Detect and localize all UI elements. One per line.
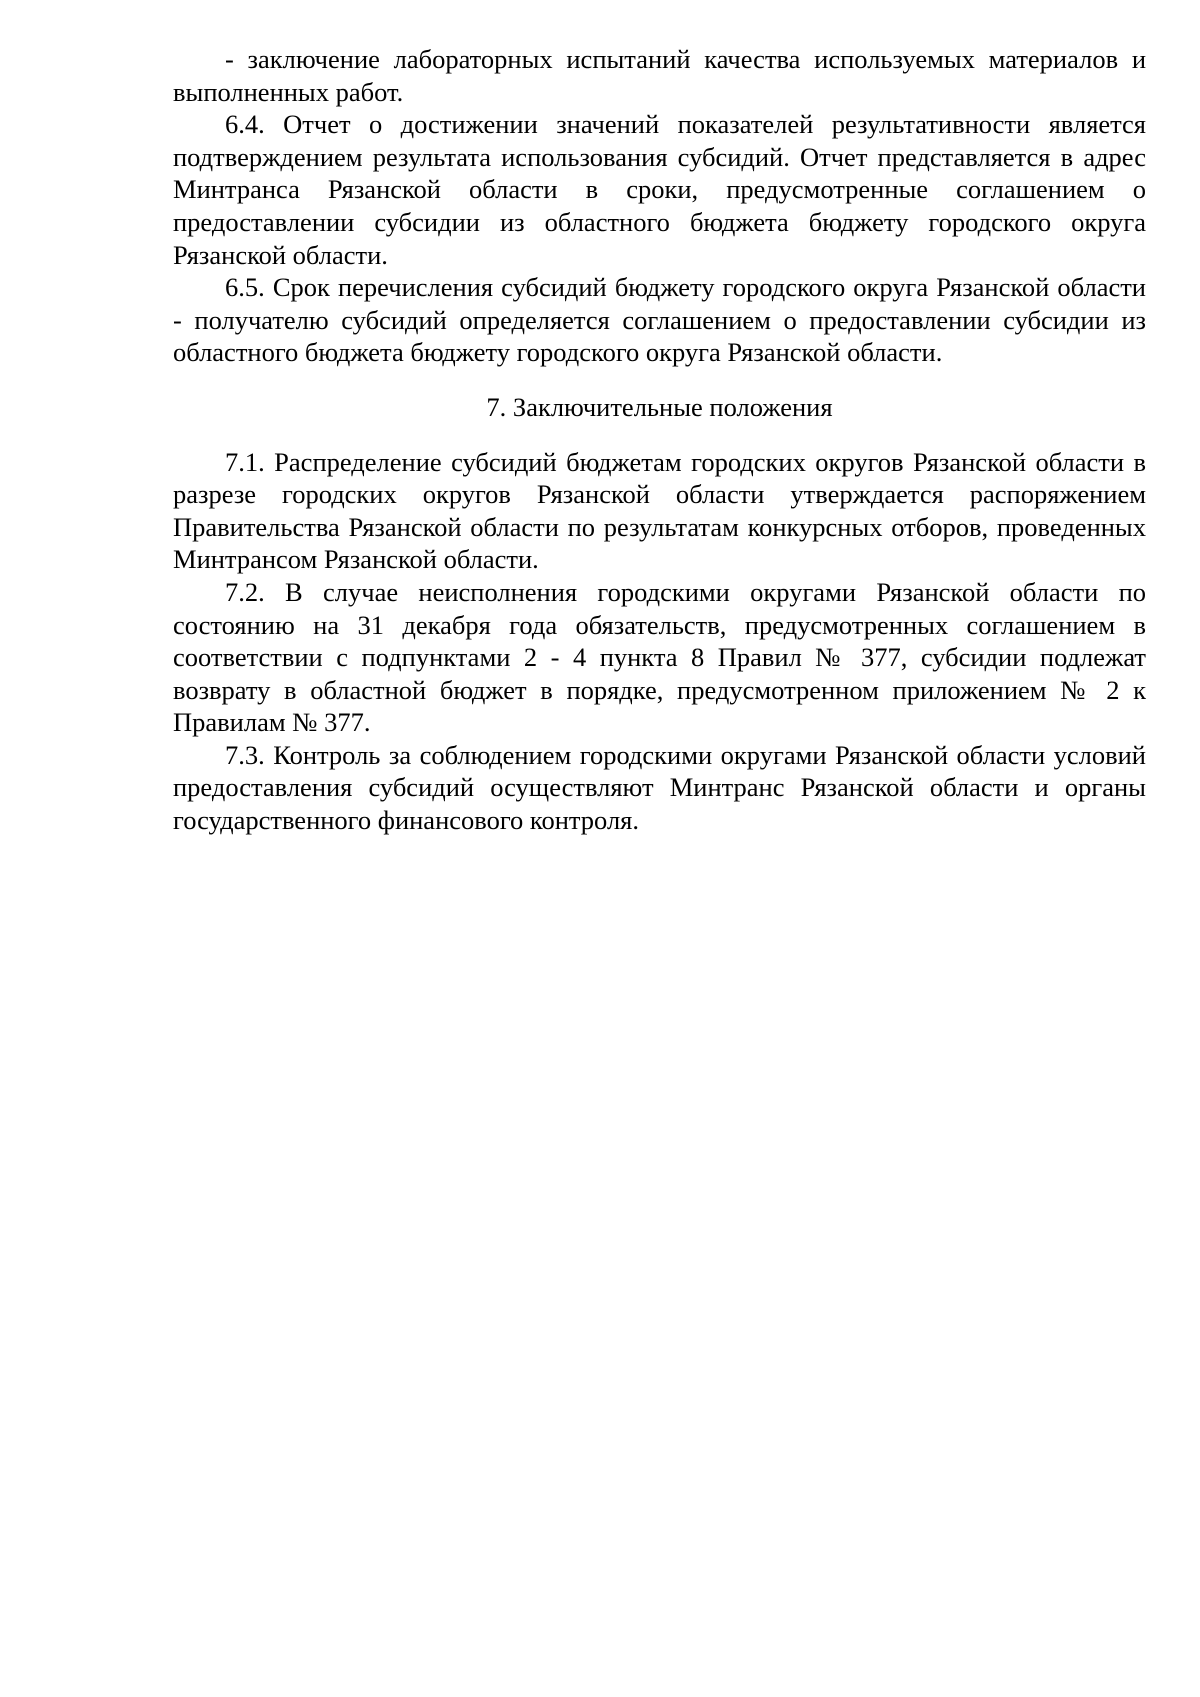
document-body xyxy=(173,43,1146,837)
paragraph-6-3-item: - заключение лабораторных испытаний качества используемых материалов и выполненных работ. xyxy=(173,44,1146,107)
paragraph-7-3: 7.3. Контроль за соблюдением городскими округами Рязанской области условий предоставления субсидий осуществляют Минтранс Рязанской области и органы государственного финансового контроля. xyxy=(173,739,1146,836)
section-7-heading: 7. Заключительные положения xyxy=(486,391,833,422)
paragraph-6-4: 6.4. Отчет о достижении значений показателей результативности является подтверждением результата использования субсидий. Отчет представляется в адрес Минтранса Рязанской области в сроки, предусмотренные соглашением о предоставлении субсидии из областного бюджета бюджету городского округа Рязанской области. xyxy=(173,109,1146,270)
paragraph-7-2: 7.2. В случае неисполнения городскими округами Рязанской области по состоянию на 31 декабря года обязательств, предусмотренных соглашением в соответствии с подпунктами 2 - 4 пункта 8 Правил № 377, субсидии подлежат возврату в областной бюджет в порядке, предусмотренном приложением № 2 к Правилам № 377. xyxy=(173,576,1146,738)
paragraph-6-5: 6.5. Срок перечисления субсидий бюджету городского округа Рязанской области - получателю субсидий определяется соглашением о предоставлении субсидии из областного бюджета бюджету городского округа Рязанской области. xyxy=(173,272,1146,368)
paragraph-7-1: 7.1. Распределение субсидий бюджетам городских округов Рязанской области в разрезе городских округов Рязанской области утверждается распоряжением Правительства Рязанской области по результатам конкурсных отборов, проведенных Минтрансом Рязанской области. xyxy=(173,446,1146,575)
